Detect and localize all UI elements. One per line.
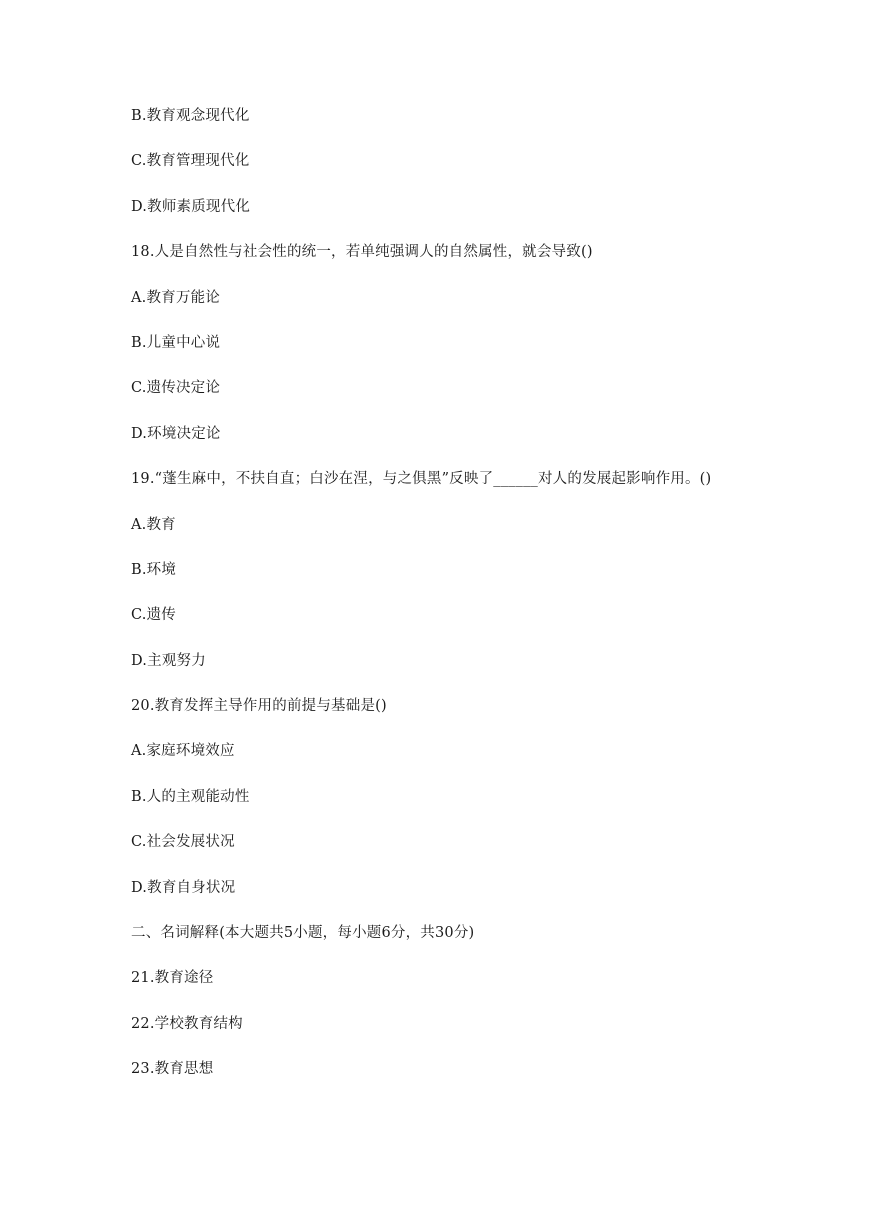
option-18-d: D.环境决定论 bbox=[131, 425, 221, 442]
option-17-b: B.教育观念现代化 bbox=[131, 108, 250, 124]
option-19-a: A.教育 bbox=[131, 516, 176, 533]
option-20-d: D.教育自身状况 bbox=[131, 879, 236, 896]
question-19: 19.“蓬生麻中，不扶自直；白沙在涅，与之俱黑”反映了______对人的发展起影响作用。() bbox=[131, 471, 712, 488]
option-18-b: B.儿童中心说 bbox=[131, 334, 221, 351]
option-19-b: B.环境 bbox=[131, 561, 177, 578]
question-18: 18.人是自然性与社会性的统一，若单纯强调人的自然属性，就会导致() bbox=[131, 244, 593, 261]
section-heading-term-definitions: 二、名词解释(本大题共5小题，每小题6分，共30分) bbox=[131, 925, 475, 942]
option-17-d: D.教师素质现代化 bbox=[131, 198, 251, 215]
document-body bbox=[131, 104, 831, 1103]
option-19-d: D.主观努力 bbox=[131, 652, 206, 669]
question-20: 20.教育发挥主导作用的前提与基础是() bbox=[131, 698, 387, 715]
option-20-a: A.家庭环境效应 bbox=[131, 743, 235, 760]
option-17-c: C.教育管理现代化 bbox=[131, 153, 250, 170]
option-19-c: C.遗传 bbox=[131, 607, 176, 624]
question-23: 23.教育思想 bbox=[131, 1061, 214, 1078]
option-18-a: A.教育万能论 bbox=[131, 289, 220, 306]
option-20-b: B.人的主观能动性 bbox=[131, 788, 250, 805]
question-22: 22.学校教育结构 bbox=[131, 1015, 243, 1032]
option-20-c: C.社会发展状况 bbox=[131, 834, 235, 851]
question-21: 21.教育途径 bbox=[131, 970, 214, 987]
option-18-c: C.遗传决定论 bbox=[131, 380, 221, 397]
